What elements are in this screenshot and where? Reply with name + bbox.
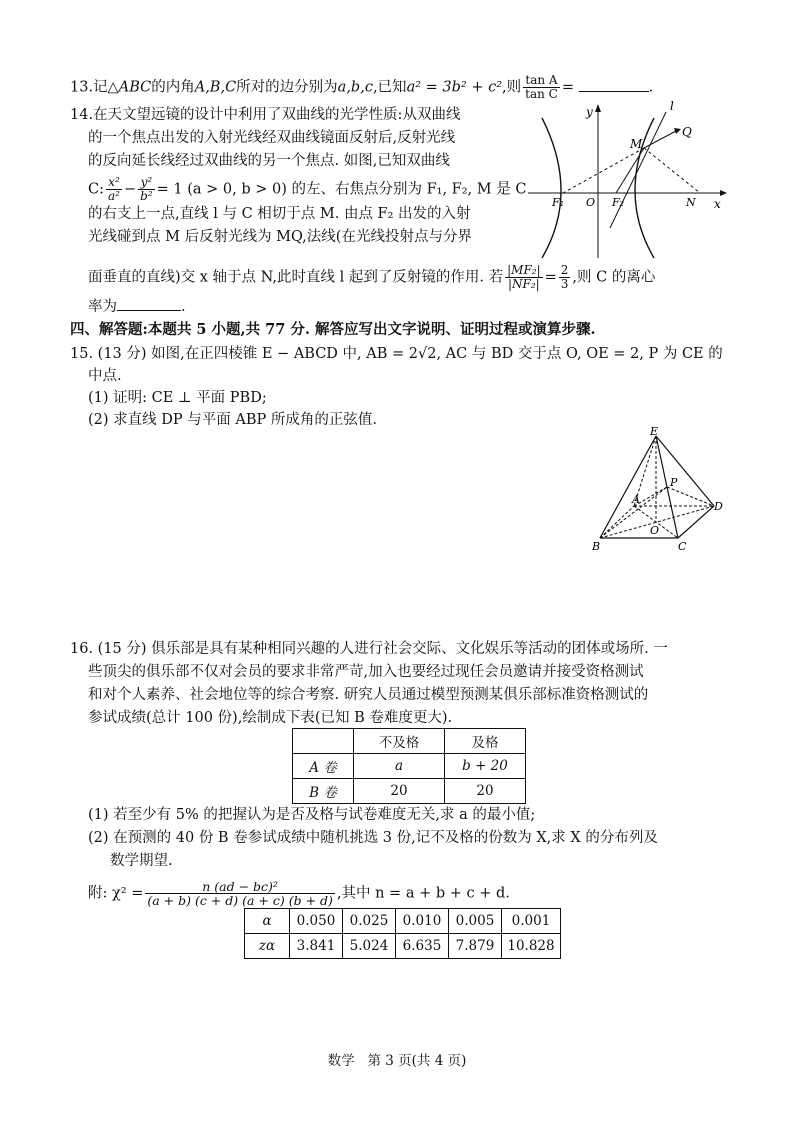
- table-cell: 0.050: [290, 909, 343, 934]
- q15-line-2: 中点.: [88, 368, 122, 384]
- q14-period: .: [181, 299, 186, 315]
- table-row: [245, 909, 561, 934]
- edge-eb: [600, 436, 656, 538]
- table-row: [293, 754, 526, 779]
- pyramid-figure: [588, 426, 728, 556]
- table-header-cell: [293, 729, 354, 754]
- label-c: C: [678, 540, 687, 553]
- table-cell: 0.005: [449, 909, 502, 934]
- q14-text-1: 在天文望远镜的设计中利用了双曲线的光学性质:从双曲线: [93, 107, 461, 123]
- label-x: x: [714, 197, 721, 211]
- q14-line-3: 的反向延长线经过双曲线的另一个焦点. 如图,已知双曲线: [88, 153, 450, 169]
- table-cell: B 卷: [293, 779, 354, 804]
- table-header-cell: 不及格: [354, 729, 445, 754]
- q14-line-4: [88, 176, 526, 203]
- label-m: M: [630, 137, 643, 151]
- normal-line: [644, 148, 700, 193]
- q14-b2: b²: [140, 189, 153, 203]
- q14-minus: −: [123, 181, 137, 198]
- edge-cd: [678, 506, 714, 538]
- q14-x2: x²: [106, 176, 122, 190]
- label-o: O: [586, 196, 596, 209]
- label-y: y: [586, 105, 593, 119]
- q14-x-frac: [106, 176, 122, 203]
- reflected-extension: [563, 148, 644, 193]
- label-l: l: [670, 99, 674, 113]
- q14-c-label: C:: [88, 181, 104, 198]
- table-cell: 0.010: [396, 909, 449, 934]
- q13-equals: =: [561, 79, 574, 96]
- q13-fraction: [523, 74, 560, 101]
- q16-part-2b: 数学期望.: [110, 853, 173, 869]
- q14-ratio-frac: [505, 264, 543, 291]
- table-cell: 0.001: [502, 909, 561, 934]
- table-cell: 6.635: [396, 934, 449, 959]
- q13-text-d: ,已知: [372, 79, 407, 96]
- label-p: P: [670, 476, 678, 489]
- formula-denominator: (a + b) (c + d) (a + c) (b + d): [147, 893, 333, 908]
- q14-line-2: 的一个焦点出发的入射光线经双曲线镜面反射后,反射光线: [88, 130, 456, 146]
- q13-number: 13.: [70, 79, 94, 96]
- q16-line-1: 16. (15 分) 俱乐部是具有某种相同兴趣的人进行社会交际、文化娱乐等活动的团体或场所. 一: [70, 641, 668, 657]
- q14-y-frac: [138, 176, 155, 203]
- q14-text-7: 面垂直的直线)交 x 轴于点 N,此时直线 l 起到了反射镜的作用. 若: [88, 269, 504, 286]
- q14-line-6: 光线碰到点 M 后反射光线为 MQ,法线(在光线投射点与分界: [88, 229, 472, 245]
- label-a: A: [632, 493, 640, 506]
- label-f2: F₂: [612, 196, 625, 209]
- formula-numerator: n (ad − bc)²: [145, 880, 335, 894]
- q16-critical-value-table: [244, 908, 561, 959]
- q13-sides: a,b,c: [337, 79, 373, 96]
- hyperbola-left-branch: [542, 118, 561, 258]
- label-n: N: [686, 196, 696, 209]
- table-cell: α: [245, 909, 290, 934]
- segment-pd: [667, 487, 714, 506]
- q14-answer-blank: [117, 296, 181, 311]
- q15-part-2: (2) 求直线 DP 与平面 ABP 所成角的正弦值.: [88, 412, 377, 428]
- q13-text-b: 的内角: [151, 79, 195, 96]
- formula-suffix: ,其中 n = a + b + c + d.: [336, 885, 510, 902]
- q16-part-1: (1) 若至少有 5% 的把握认为是否及格与试卷难度无关,求 a 的最小值;: [88, 807, 536, 823]
- q14-equals: =: [544, 269, 557, 286]
- table-cell: 0.025: [343, 909, 396, 934]
- table-cell: 10.828: [502, 934, 561, 959]
- y-axis-arrow: [595, 104, 601, 112]
- label-d: D: [714, 500, 723, 513]
- q14-text-7b: ,则 C 的离心: [572, 269, 656, 286]
- q16-contingency-table: [292, 728, 526, 804]
- q13-text-c: 所对的边分别为: [236, 79, 338, 96]
- table-cell: 20: [354, 779, 445, 804]
- q14-text-4: = 1 (a > 0, b > 0) 的左、右焦点分别为 F₁, F₂, M 是 C: [156, 181, 527, 198]
- hyperbola-figure: [528, 98, 728, 260]
- q14-line-5: 的右支上一点,直线 l 与 C 相切于点 M. 由点 F₂ 出发的入射: [88, 206, 471, 222]
- q13-text-a: 记△: [93, 79, 119, 96]
- q14-two: 2: [560, 263, 569, 277]
- q16-line-3: 和对个人素养、社会地位等的综合考察. 研究人员通过模型预测某俱乐部标准资格测试的: [88, 687, 649, 703]
- q15-line-1: 15. (13 分) 如图,在正四棱锥 E − ABCD 中, AB = 2√2, AC 与 BD 交于点 O, OE = 2, P 为 CE 的: [70, 346, 723, 362]
- label-e: E: [650, 426, 659, 438]
- table-row: [293, 779, 526, 804]
- q16-formula: [88, 880, 510, 907]
- q14-line-7: [88, 264, 655, 291]
- table-cell: zα: [245, 934, 290, 959]
- table-cell: 3.841: [290, 934, 343, 959]
- q15-part-1: (1) 证明: CE ⊥ 平面 PBD;: [88, 390, 267, 406]
- q14-two-thirds: [559, 264, 571, 291]
- mq-arrow: [674, 128, 681, 134]
- x-axis-arrow: [720, 190, 727, 196]
- q14-mf2: |MF₂|: [507, 263, 541, 277]
- q13-frac-num: tan A: [523, 74, 560, 88]
- q14-line-1: [70, 104, 460, 126]
- q14-number: 14.: [70, 107, 94, 123]
- q14-nf2: |NF₂|: [508, 277, 540, 291]
- label-b: B: [592, 540, 601, 553]
- q14-y2: y²: [138, 176, 155, 190]
- q13-answer-blank: [579, 77, 649, 92]
- q16-part-2a: (2) 在预测的 40 份 B 卷参试成绩中随机挑选 3 份,记不及格的份数为 X,求 X 的分布列及: [88, 830, 658, 846]
- section-4-heading: 四、解答题:本题共 5 小题,共 77 分. 解答应写出文字说明、证明过程或演算步骤.: [70, 321, 596, 338]
- page-footer: 数学 第 3 页(共 4 页): [327, 1053, 467, 1069]
- question-13: 13.记△ABC的内角A,B,C所对的边分别为a,b,c,已知a² = 3b² + c²,则 $\frac{\text{tan A}}{\text{tan C}}$ = .: [70, 73, 654, 101]
- table-cell: 20: [445, 779, 526, 804]
- table-cell: 5.024: [343, 934, 396, 959]
- q14-three: 3: [560, 277, 569, 291]
- q13-equation: a² = 3b² + c²: [406, 79, 503, 96]
- edge-ed: [656, 436, 714, 506]
- q16-line-4: 参试成绩(总计 100 份),绘制成下表(已知 B 卷难度更大).: [88, 710, 453, 726]
- table-header-cell: 及格: [445, 729, 526, 754]
- reflected-ray-mq: [644, 131, 676, 148]
- q13-text-e: ,则: [502, 79, 522, 96]
- q14-text-8: 率为: [88, 299, 117, 315]
- table-cell: A 卷: [293, 754, 354, 779]
- table-cell: b + 20: [445, 754, 526, 779]
- q16-line-2: 些顶尖的俱乐部不仅对会员的要求非常严苛,加入也要经过现任会员邀请并接受资格测试: [88, 664, 644, 680]
- formula-fraction: [145, 880, 335, 907]
- table-row: [245, 934, 561, 959]
- q13-angles: A,B,C: [194, 79, 237, 96]
- label-f1: F₁: [552, 196, 565, 209]
- formula-prefix: 附: χ² =: [88, 885, 144, 902]
- q14-line-8: [88, 296, 186, 318]
- q13-triangle: ABC: [118, 79, 152, 96]
- label-q: Q: [682, 125, 692, 139]
- table-cell: a: [354, 754, 445, 779]
- tangent-line-l: [610, 112, 666, 228]
- q13-frac-den: tan C: [525, 87, 558, 101]
- table-cell: 7.879: [449, 934, 502, 959]
- q14-a2: a²: [107, 189, 120, 203]
- table-header-row: [293, 729, 526, 754]
- label-o2: O: [650, 524, 660, 537]
